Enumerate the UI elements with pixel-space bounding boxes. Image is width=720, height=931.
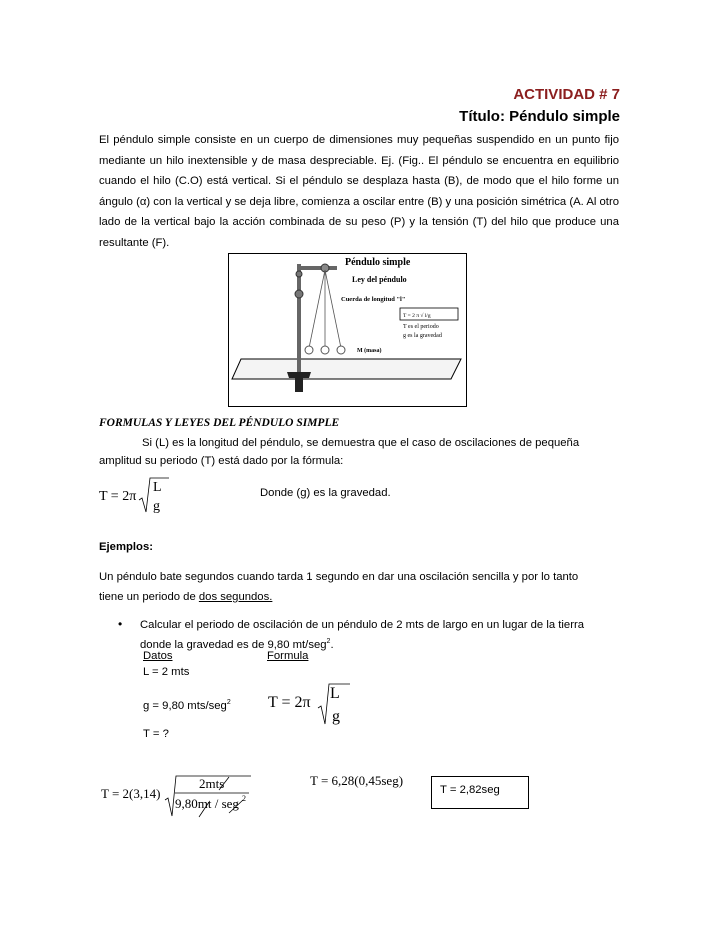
pendulum-bob (337, 346, 345, 354)
string-label: Cuerda de longitud "l" (341, 296, 406, 303)
exercise-line: Calcular el periodo de oscilación de un péndulo de 2 mts de largo en un lugar de la tierra (140, 619, 584, 631)
exercise-statement (140, 617, 619, 653)
figure-title: Péndulo simple (345, 257, 411, 268)
data-length: L = 2 mts (143, 666, 190, 678)
bullet-icon: • (118, 617, 123, 631)
calc-numerator: 2mts (199, 776, 225, 791)
examples-intro (99, 567, 619, 607)
answer-box: T = 2,82seg (431, 776, 529, 809)
formula-lhs: T = 2π (99, 489, 137, 504)
examples-line-prefix: tiene un periodo de (99, 591, 199, 603)
pendulum-bob (321, 346, 329, 354)
stand-rod (297, 264, 301, 384)
section-text-line: amplitud su periodo (T) está dado por la fórmula: (99, 455, 344, 467)
figure-subtitle: Ley del péndulo (352, 275, 407, 284)
formula-label: Formula (267, 650, 309, 662)
calc-denominator: 9,80mt / seg (175, 796, 239, 811)
calculation-formula (99, 770, 269, 818)
calc-step-text: T = 6,28(0,45seg) (310, 773, 404, 788)
activity-number: ACTIVIDAD # 7 (513, 86, 620, 103)
pendulum-bob (305, 346, 313, 354)
examples-line (99, 587, 619, 607)
calc-denominator-exponent: 2 (242, 794, 246, 803)
gravity-definition: Donde (g) es la gravedad. (260, 487, 391, 499)
exercise-line: donde la gravedad es de 9,80 mt/seg$^2$. (140, 637, 334, 651)
formula-box-text: T = 2 π √ l/g (403, 313, 431, 319)
formula-lhs: T = 2π (268, 694, 311, 711)
period-note: T es el periodo (403, 324, 439, 330)
examples-line: Un péndulo bate segundos cuando tarda 1 segundo en dar una oscilación sencilla y por lo tanto (99, 571, 579, 583)
datos-label: Datos (143, 650, 173, 662)
section-text (99, 434, 619, 470)
page-title: Título: Péndulo simple (459, 108, 620, 125)
examples-underlined-text: dos segundos. (198, 591, 273, 603)
stand-arm (297, 266, 337, 270)
section-title: FORMULAS Y LEYES DEL PÉNDULO SIMPLE (99, 417, 340, 429)
examples-title: Ejemplos: (99, 541, 153, 553)
table-surface (232, 359, 461, 379)
gravity-note: g es la gravedad (403, 333, 442, 339)
calculation-step (308, 770, 428, 790)
data-gravity: g = 9,80 mts/seg$^2$ (143, 699, 231, 712)
calc-lhs: T = 2(3,14) (101, 786, 161, 801)
pendulum-figure (228, 253, 467, 407)
pendulum-illustration (229, 254, 466, 406)
mass-label: M (masa) (357, 348, 382, 354)
data-period: T = ? (143, 728, 169, 740)
formula-numerator: L (153, 480, 162, 495)
period-formula (99, 474, 179, 516)
formula-numerator: L (330, 685, 340, 702)
section-text-line: Si (L) es la longitud del péndulo, se demuestra que el caso de oscilaciones de pequeña (142, 437, 580, 449)
example-formula (268, 680, 358, 728)
intro-paragraph: El péndulo simple consiste en un cuerpo de dimensiones muy pequeñas suspendido en un punto fijo mediante un hilo inextensible y de masa despreciable. Ej. (Fig.. El péndulo se encuentra en equilibrio cuando el hilo (C.O) está vertical. Si el péndulo se desplaza hasta (B), de modo que el hilo forme un ángulo (α) con la vertical y se deja libre, comienza a oscilar entre (B) y una posición simétrica (A. Al otro lado de la vertical bajo la acción combinada de su peso (P) y la tensión (T) del hilo que produce una resultante (F). (99, 134, 619, 249)
formula-denominator: g (332, 708, 340, 725)
formula-denominator: g (153, 499, 160, 514)
